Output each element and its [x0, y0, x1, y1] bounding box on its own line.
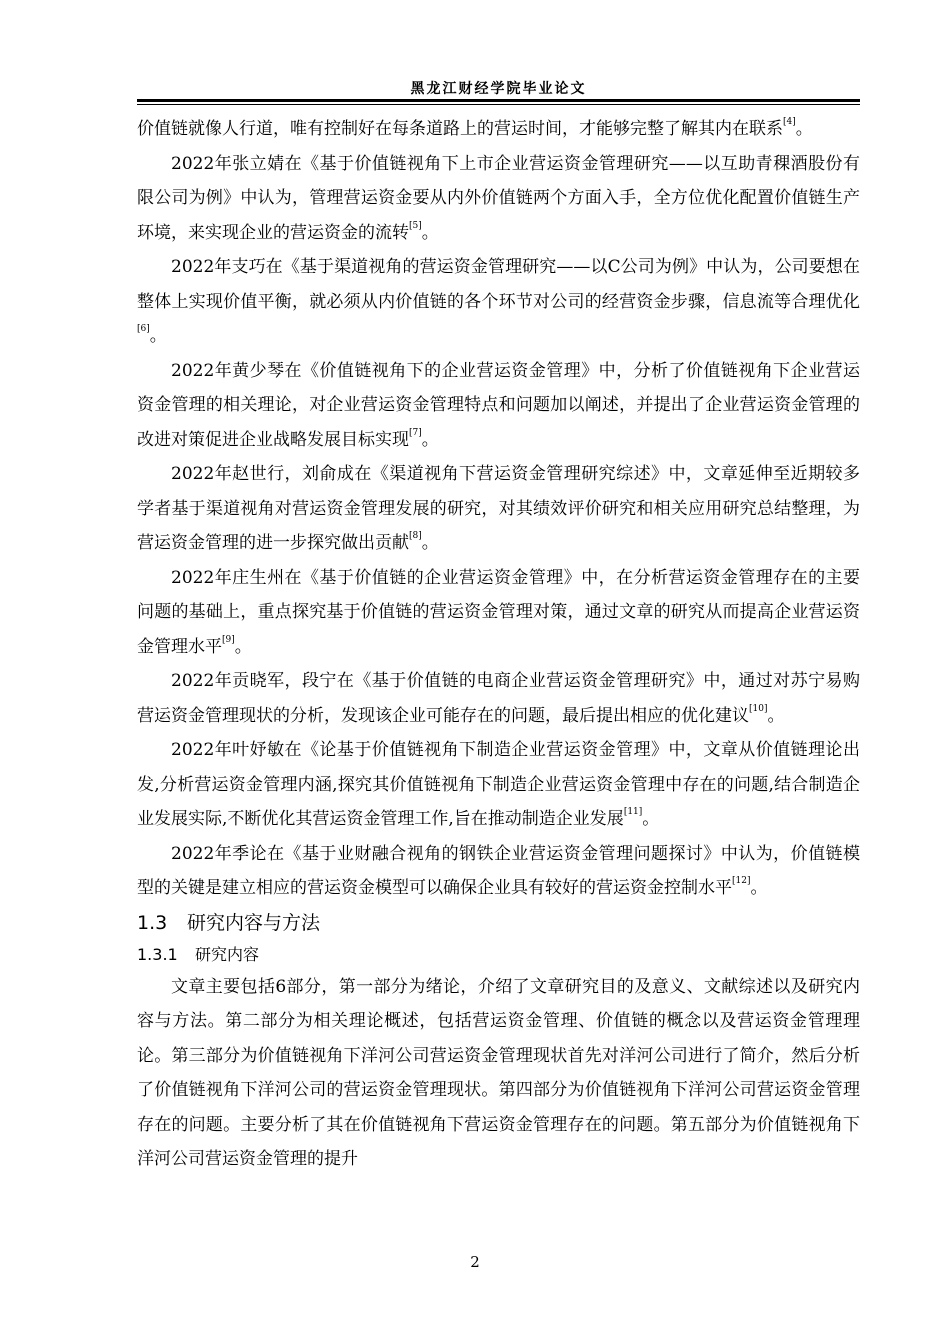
citation: [8]	[409, 531, 422, 541]
subsection-heading	[137, 940, 860, 970]
paragraph-8: 2022年叶妤敏在《论基于价值链视角下制造企业营运资金管理》中，文章从价值链理论出发,分析营运资金管理内涵,探究其价值链视角下制造企业营运资金管理中存在的问题,结合制造企业发展实际,不断优化其营运资金管理工作,旨在推动制造企业发展[11]。	[137, 740, 860, 829]
header-rule-thick	[137, 99, 860, 102]
paragraph-2: 2022年张立婧在《基于价值链视角下上市企业营运资金管理研究——以互助青稞酒股份有限公司为例》中认为，管理营运资金要从内外价值链两个方面入手，全方位优化配置价值链生产环境，来实现企业的营运资金的流转[5]。	[137, 153, 860, 243]
paragraph-7: 2022年贡晓军，段宁在《基于价值链的电商企业营运资金管理研究》中，通过对苏宁易购营运资金管理现状的分析，发现该企业可能存在的问题，最后提出相应的优化建议[10]。	[137, 671, 860, 726]
header-rule-thin	[137, 104, 860, 105]
paragraph-5: 2022年赵世行，刘俞成在《渠道视角下营运资金管理研究综述》中，文章延伸至近期较多学者基于渠道视角对营运资金管理发展的研究，对其绩效评价研究和相关应用研究总结整理，为营运资金管理的进一步探究做出贡献[8]。	[137, 464, 860, 553]
section-title: 研究内容与方法	[187, 911, 321, 934]
citation: [12]	[732, 876, 751, 886]
citation: [6]	[137, 324, 150, 334]
paragraph-9: 2022年季论在《基于业财融合视角的钢铁企业营运资金管理问题探讨》中认为，价值链模型的关键是建立相应的营运资金模型可以确保企业具有较好的营运资金控制水平[12]。	[137, 843, 860, 898]
citation: [11]	[623, 807, 643, 817]
paragraph-4: 2022年黄少琴在《价值链视角下的企业营运资金管理》中，分析了价值链视角下企业营运资金管理的相关理论，对企业营运资金管理特点和问题加以阐述，并提出了企业营运资金管理的改进对策促进企业战略发展目标实现[7]。	[137, 360, 860, 450]
page-body	[137, 112, 860, 1177]
citation: [4]	[783, 117, 796, 127]
citation: [10]	[749, 703, 768, 714]
paragraph-6: 2022年庄生州在《基于价值链的企业营运资金管理》中，在分析营运资金管理存在的主要问题的基础上，重点探究基于价值链的营运资金管理对策，通过文章的研究从而提高企业营运资金管理水平[9]。	[137, 567, 860, 657]
citation: [5]	[409, 220, 422, 231]
content-paragraph: 文章主要包括6部分，第一部分为绪论，介绍了文章研究目的及意义、文献综述以及研究内容与方法。第二部分为相关理论概述，包括营运资金管理、价值链的概念以及营运资金管理理论。第三部分为价值链视角下洋河公司营运资金管理现状首先对洋河公司进行了简介，然后分析了价值链视角下洋河公司的营运资金管理现状。第四部分为价值链视角下洋河公司营运资金管理存在的问题。主要分析了其在价值链视角下营运资金管理存在的问题。第五部分为价值链视角下洋河公司营运资金管理的提升	[137, 976, 860, 1169]
section-number: 1.3	[137, 911, 168, 934]
paragraph-3: 2022年支巧在《基于渠道视角的营运资金管理研究——以C公司为例》中认为，公司要想在整体上实现价值平衡，就必须从内价值链的各个环节对公司的经营资金步骤，信息流等合理优化[6]。	[137, 257, 860, 346]
section-heading	[137, 906, 860, 940]
header-title: 黑龙江财经学院毕业论文	[410, 81, 587, 97]
page-number: 2	[470, 1253, 480, 1271]
paragraph-1: 价值链就像人行道，唯有控制好在每条道路上的营运时间，才能够完整了解其内在联系[4]。	[137, 117, 813, 139]
subsection-number: 1.3.1	[137, 944, 178, 964]
citation: [7]	[409, 427, 422, 438]
subsection-title: 研究内容	[195, 944, 260, 964]
citation: [9]	[222, 634, 235, 645]
